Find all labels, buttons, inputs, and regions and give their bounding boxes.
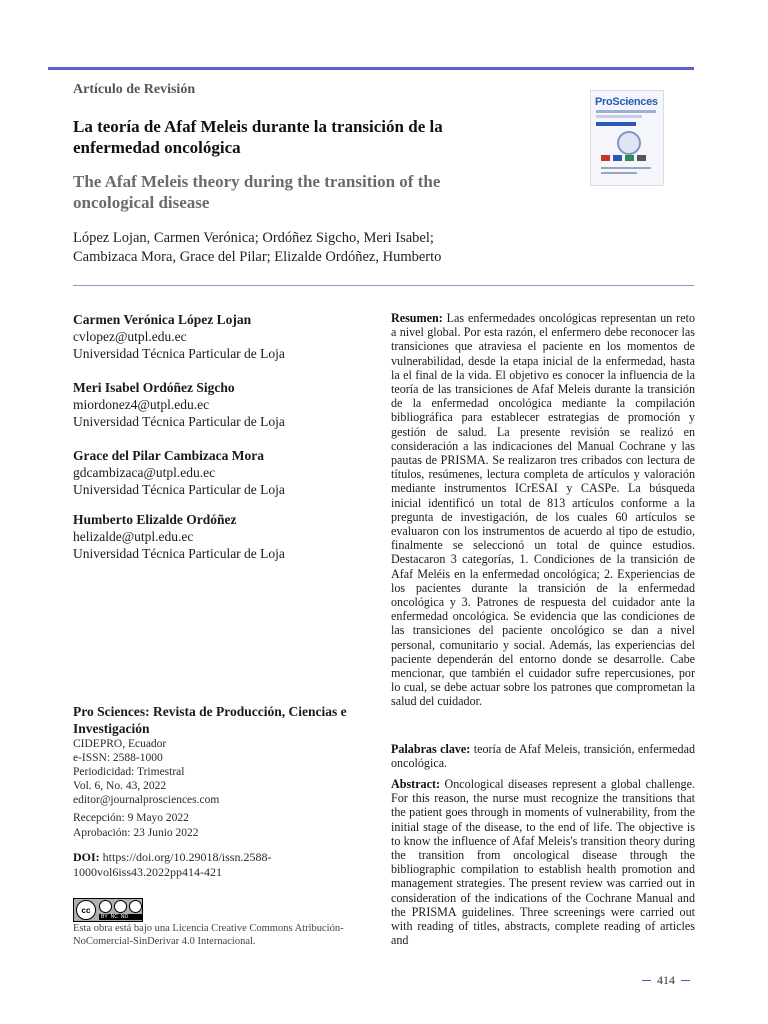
cover-decoration [601, 167, 651, 169]
journal-issn: e-ISSN: 2588-1000 [73, 752, 163, 764]
section-label: Artículo de Revisión [73, 82, 196, 97]
journal-name: Pro Sciences: Revista de Producción, Ciencias e Investigación [73, 704, 347, 736]
keywords-text: teoría de Afaf Meleis, transición, enfermedad oncológica. [391, 742, 695, 771]
author-email[interactable]: cvlopez@utpl.edu.ec [73, 329, 187, 344]
cc-license-badge[interactable] [73, 898, 143, 922]
received-date: Recepción: 9 Mayo 2022 [73, 812, 189, 824]
cover-logo-icon [613, 155, 622, 161]
author-institution: Universidad Técnica Particular de Loja [73, 414, 285, 429]
author-institution: Universidad Técnica Particular de Loja [73, 482, 285, 497]
section-divider [73, 285, 694, 286]
cover-logo-icon [601, 155, 610, 161]
author-institution: Universidad Técnica Particular de Loja [73, 546, 285, 561]
page-dash-left [642, 980, 651, 982]
keywords-paragraph [391, 742, 695, 770]
abstract-label: Abstract: [391, 777, 441, 791]
nd-label: ND [120, 914, 129, 920]
author-name: Grace del Pilar Cambizaca Mora [73, 448, 264, 463]
author-name: Carmen Verónica López Lojan [73, 312, 252, 327]
cover-emblem-icon [617, 131, 641, 155]
cover-logo-icon [625, 155, 634, 161]
affiliation-block [73, 379, 373, 430]
abstract-text: Oncological diseases represent a global challenge. For this reason, the nurse must recognize the transitions that the patient goes through in moments of vulnerability, from the initial stage of the disease, to the end of life. The objective is to know the influence of Afaf Meleis's transition theory during the transition from oncological disease through the bibliographic compilation to establish health promotion and management strategies. The present review was carried out in consideration of the indications of the Cochrane Manual and the PRISMA guidelines. Three screenings were carried out with reading of titles, abstracts, complete reading of articles and [391, 777, 695, 948]
resumen-text: Las enfermedades oncológicas representan un reto a nivel global. Por esta razón, el enfermero debe reconocer las transiciones que atraviesa el paciente en los momentos de vulnerabilidad, desde la etapa inicial de la enfermedad, hasta la el final de la vida. El objetivo es conocer la influencia de la teoría de las transiciones de Afaf Meleis durante la transición de la enfermedad oncológica mediante la compilación bibliográfica para establecer estrategias de promoción y gestión de salud. La presente revisión se realizó en consideración a las indicaciones del Manual Cochrane y las pautas de PRISMA. Se realizaron tres cribados con lectura de títulos, resúmenes, lectura completa de artículos y valoración mediante instrumentos ICrESAI y CASPe. La búsqueda inicial identificó un total de 813 artículos conforme a la pregunta de investigación, de los cuales 60 artículos se evaluaron con los instrumentos de acuerdo al tipo de estudio, finalmente se seleccionó un total de quince estudios. Destacaron 3 categorías, 1. Condiciones de la transición de Afaf Meléis en la enfermedad oncológica; 2. Experiencias de los pacientes durante la transición de la enfermedad oncológica y 3. Patrones de respuesta del cuidador ante la enfermedad oncológica. Se evidencia que las condiciones de las transiciones del paciente oncológico se dan a nivel personal, comunitario y social. Además, las experiencias del paciente dependerán del entorno donde se desarrolle. Cabe mencionar, que también el cuidador sufre repercusiones, por lo cual, se debe actuar sobre los patrones que comprometan la salud del cuidador. [391, 311, 695, 709]
header-rule [48, 67, 694, 70]
cover-decoration [596, 115, 642, 118]
doi-link[interactable]: https://doi.org/10.29018/issn.2588-1000vol6iss43.2022pp414-421 [73, 850, 272, 879]
page-dash-right [681, 980, 690, 982]
author-institution: Universidad Técnica Particular de Loja [73, 346, 285, 361]
affiliation-block [73, 511, 373, 562]
journal-periodicity: Periodicidad: Trimestral [73, 766, 185, 778]
journal-volume: Vol. 6, No. 43, 2022 [73, 780, 167, 792]
title-spanish: La teoría de Afaf Meleis durante la transición de la enfermedad oncológica [73, 117, 443, 157]
author-name: Humberto Elizalde Ordóñez [73, 512, 237, 527]
resumen-label: Resumen: [391, 311, 443, 325]
author-email[interactable]: gdcambizaca@utpl.edu.ec [73, 465, 216, 480]
affiliation-block [73, 311, 373, 362]
cover-decoration [601, 172, 637, 174]
by-icon [99, 900, 112, 913]
dates-block [73, 811, 199, 841]
journal-info [73, 703, 373, 807]
nc-label: NC [110, 914, 118, 920]
cc-icon: cc [76, 900, 96, 920]
journal-publisher: CIDEPRO, Ecuador [73, 738, 167, 750]
nc-icon [114, 900, 127, 913]
author-name: Meri Isabel Ordóñez Sigcho [73, 380, 235, 395]
author-email[interactable]: miordonez4@utpl.edu.ec [73, 397, 210, 412]
title-english: The Afaf Meleis theory during the transition of the oncological disease [73, 172, 441, 212]
doi-block [73, 850, 373, 880]
affiliation-block [73, 447, 373, 498]
cover-decoration [596, 122, 636, 126]
abstract-paragraph [391, 777, 695, 947]
journal-cover-thumbnail [590, 90, 664, 186]
resumen-paragraph [391, 311, 695, 709]
cover-title: ProSciences [595, 96, 658, 108]
nd-icon [129, 900, 142, 913]
approved-date: Aprobación: 23 Junio 2022 [73, 827, 199, 839]
cover-decoration [596, 110, 656, 113]
page-number-value: 414 [657, 973, 675, 987]
license-text: Esta obra está bajo una Licencia Creative Commons Atribución-NoComercial-SinDerivar 4.0 Internacional. [73, 923, 344, 947]
author-email[interactable]: helizalde@utpl.edu.ec [73, 529, 194, 544]
keywords-label: Palabras clave: [391, 742, 471, 756]
journal-email[interactable]: editor@journalprosciences.com [73, 794, 220, 806]
by-label: BY [101, 914, 108, 920]
page-number [642, 973, 690, 988]
authors-line: López Lojan, Carmen Verónica; Ordóñez Sigcho, Meri Isabel; Cambizaca Mora, Grace del Pilar; Elizalde Ordóñez, Humberto [73, 230, 442, 265]
cover-logo-icon [637, 155, 646, 161]
doi-label: DOI: [73, 850, 100, 864]
